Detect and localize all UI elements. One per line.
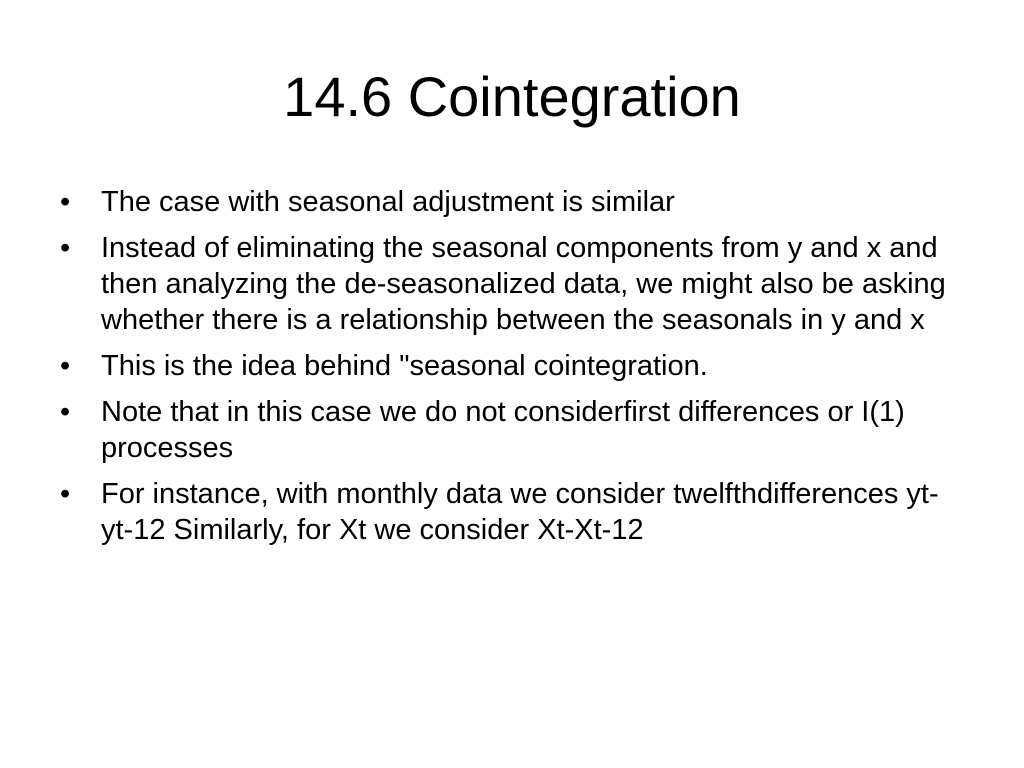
bullet-item [60, 348, 960, 384]
bullet-text: For instance, with monthly data we consider twelfthdifferences yt-yt-12 Similarly, for Xt we consider Xt-Xt-12 [101, 478, 939, 546]
bullet-icon: • [60, 350, 71, 382]
bullet-icon: • [60, 232, 71, 264]
bullet-text: This is the idea behind "seasonal cointegration. [101, 350, 708, 382]
bullet-text: Instead of eliminating the seasonal components from y and x and then analyzing the de-seasonalized data, we might also be asking whether there is a relationship between the seasonals in y and x [101, 232, 946, 336]
bullet-item [60, 476, 960, 548]
bullet-text: Note that in this case we do not considerfirst differences or I(1) processes [101, 396, 905, 464]
bullet-text: The case with seasonal adjustment is similar [101, 186, 675, 218]
bullet-list [60, 184, 960, 558]
bullet-icon: • [60, 478, 71, 510]
bullet-item [60, 230, 960, 338]
bullet-icon: • [60, 396, 71, 428]
bullet-item [60, 394, 960, 466]
slide-title: 14.6 Cointegration [283, 65, 741, 128]
bullet-icon: • [60, 186, 71, 218]
bullet-item [60, 184, 960, 220]
